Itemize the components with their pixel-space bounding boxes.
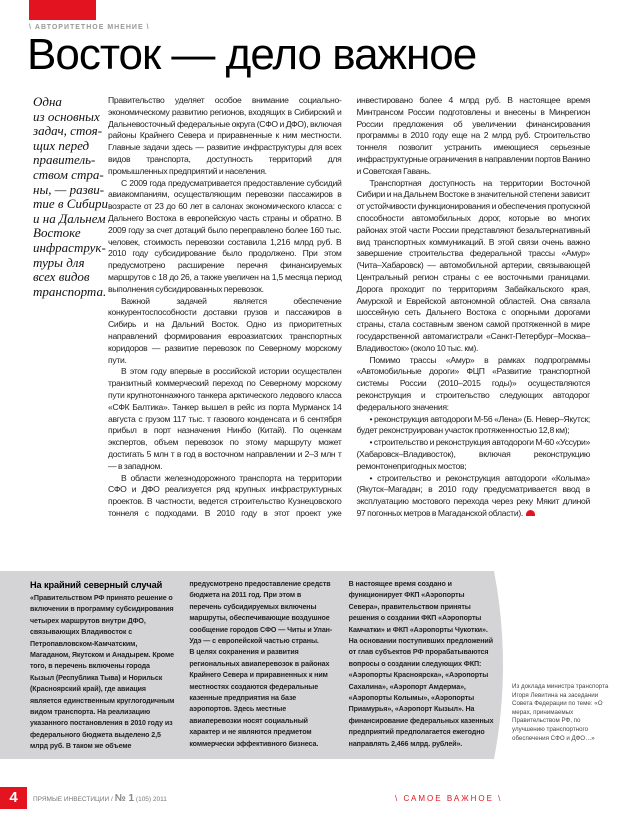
sidebar-box <box>30 579 494 753</box>
bullet-item: • строительство и реконструкция автодороги М-60 «Уссури» (Хабаровск–Владивосток), включая реконструкцию ремонтонепригодных мостов; <box>356 437 590 471</box>
article-paragraph: Транспортная доступность на территории Восточной Сибири и на Дальнем Востоке в значительной степени зависит от устойчивости функционирования и обеспечения пропускной способности автомобильных дорог, которые во многих районах этой части России представляют безальтернативный вид транспортных коммуникаций. В этой связи очень важно завершение строительства федеральной трассы «Амур» (Чита–Хабаровск) — автомобильной артерии, связывающей Центральный регион страны с ее восточными границами. Дорога проходит по территориям Забайкальского края, Амурской и Еврейской автономной областей. Она связала шоссейную сеть Дальнего Востока с опорными дорогами страны, стала составным звеном самой протяженной в мире государственной автомагистрали «Санкт-Петербург–Москва–Владивосток» (около 10 тыс. км). <box>356 177 590 353</box>
section-kicker: \ АВТОРИТЕТНОЕ МНЕНИЕ \ <box>29 24 150 31</box>
page-number: 4 <box>0 787 27 809</box>
article-paragraph: Важной задачей является обеспечение конкурентоспособности доставки грузов и пассажиров в Сибирь и на Дальний Восток. Одно из приоритетных направлений формирования евроазиатских транспортных коридоров — развитие перевозок по Северному морскому пути. <box>108 295 342 365</box>
page-title: Восток — дело важное <box>27 30 477 79</box>
pull-quote-line: туры для <box>33 254 85 270</box>
article-paragraph: С 2009 года предусматривается предоставление субсидий авиакомпаниям, осуществляющим перевозки пассажиров в возрасте от 23 до 60 лет в салонах экономического класса: с Дальнего Востока в европейскую часть страны и обратно. В 2009 году за счет дотаций было переправлено более 160 тыс. человек, стоимость перевозки составила 1,216 млрд руб. В 2010 году субсидирование было продолжено. При этом предусмотрено расширение перечня финансируемых маршрутов с 18 до 26, а также увеличен на 1,5 месяца период выполнения субсидированных перевозок. <box>108 177 342 294</box>
issue-details: (105) 2011 <box>134 796 167 803</box>
bullet-item-text: • строительство и реконструкция автодороги «Колыма» (Якутск–Магадан; в 2010 году предусматривается ввод в эксплуатацию мостового перехода через реку Мякит длиной 97 погонных метров в Магаданской области). <box>356 472 590 518</box>
pull-quote-line: инфраструк- <box>33 239 106 255</box>
pull-quote-line: задач, стоя- <box>33 123 103 139</box>
article-paragraph: Помимо трассы «Амур» в рамках подпрограммы «Автомобильные дороги» ФЦП «Развитие транспортной системы России (2010–2015 годы)» осуществляются реконструкция и строительство следующих автодорог федерального значения: <box>356 354 590 412</box>
pull-quote-line: Востоке <box>33 225 81 241</box>
pull-quote-line: тие в Сибири <box>33 196 109 212</box>
article-body <box>108 95 590 520</box>
end-mark-icon <box>526 510 535 516</box>
footer-section-label: \ САМОЕ ВАЖНОЕ \ <box>395 794 503 803</box>
magazine-issue <box>33 793 167 804</box>
sidebar-box-paragraph: «Правительством РФ принято решение о включении в программу субсидирования четырех маршрутов внутри ДФО, связывающих Владивосток с Петропавловском-Камчатским, Магаданом, Якутском и Анадырем. Кроме того, в перечень включены города Кызыл (Республика Тыва) и Норильск (Красноярский край), где авиация является единственным круглогодичным видом транспорта. На реализацию указанного постановления в 2010 году из федерального бюджета выделено 2,5 млрд руб. В таком же объеме предусмотрено предоставление средств бюджета на 2011 год. При этом в перечень субсидируемых включены маршруты, обеспечивающие воздушное сообщение городов СФО — Читы и Улан-Удэ — с европейской частью страны. <box>30 580 333 751</box>
pull-quote <box>33 94 109 299</box>
pull-quote-line: щих перед <box>33 137 90 153</box>
pull-quote-line: правитель- <box>33 152 96 168</box>
sidebar-box-paragraph: В целях сохранения и развития региональных авиаперевозок в районах Крайнего Севера и приравненных к ним местностях создаются федеральные казенные предприятия на базе аэропортов. Здесь местные авиаперевозки носят социальный характер и не являются предметом коммерчески эффективного бизнеса. <box>189 648 330 748</box>
sidebar-box-paragraph: В настоящее время создано и функционирует ФКП «Аэропорты Севера», правительством приняты решения о создании ФКП «Аэропорты Камчатки» и ФКП «Аэропорты Чукотки». На основании поступивших предложений от глав субъектов РФ прорабатываются вопросы о создании следующих ФКП: «Аэропорты Красноярска», «Аэропорты Сахалина», «Аэропорт Амдерма», «Аэропорты Колымы», «Аэропорты Приамурья», «Аэропорт Кызыл». На финансирование федеральных казенных предприятий предполагается ежегодно направлять 2,466 млрд. рублей». <box>348 580 494 748</box>
pull-quote-line: транспорта. <box>33 283 107 299</box>
sidebar-box-heading: На крайний северный случай <box>30 580 163 590</box>
magazine-name: ПРЯМЫЕ ИНВЕСТИЦИИ / <box>33 796 115 803</box>
article-paragraph: Правительство уделяет особое внимание социально-экономическому развитию регионов, входящих в Сибирский и Дальневосточный федеральные округа (СФО и ДФО), включая районы Крайнего Севера и приравненные к ним местности. Главные задачи здесь — развитие инфраструктуры для всех видов транспорта, доступность территорий для промышленных предприятий и населения. <box>108 95 342 176</box>
bullet-item <box>357 473 591 520</box>
pull-quote-line: и на Дальнем <box>33 210 106 226</box>
article-paragraph: В области железнодорожного транспорта на территории СФО и ДФО реализуется ряд крупных инфраструктурных проектов. В частности, ведется строительство Кузнецовского тоннеля с подходами. В 2010 году в этот проект уже инвестировано более 4 млрд руб. В настоящее время Минтрансом России подготовлены и внесены в Минрегион России предложения об увеличении финансирования программы в 2010 году еще на 2 млрд руб. Строительство тоннеля позволит устранить имеющиеся серьезные инфраструктурные ограничения в направлении портов Ванино и Советская Гавань. <box>108 95 590 518</box>
article-paragraph: В этом году впервые в российской истории осуществлен транзитный коммерческий переход по Северному морскому пути крупнотоннажного танкера арктического ледового класса «СФК Балтика». Танкер вышел в рейс из порта Мурманск 14 августа с грузом 117 тыс. т газового конденсата и 6 сентября прибыл в порт назначения Нинбо (Китай). По оценкам экспертов, объем перевозок по этому маршруту может достигать 5 млн т в год в восточном направлении и 2–3 млн т — в западном. <box>108 366 342 471</box>
bullet-item: • реконструкция автодороги М-56 «Лена» (Б. Невер–Якутск; будет реконструирован участок протяженностью 12,8 км); <box>356 413 590 436</box>
issue-number: № 1 <box>114 793 135 804</box>
pull-quote-line: ством стра- <box>33 166 104 182</box>
pull-quote-line: Одна <box>33 94 62 109</box>
quote-source-caption: Из доклада министра транспорта Игоря Левитина на заседании Совета Федерации по теме: «О мерах, принимаемых Правительством РФ, по улучшению транспортного обеспечения СФО и ДФО…» <box>512 683 609 742</box>
pull-quote-line: всех видов <box>33 269 90 285</box>
header-red-bar <box>29 0 96 20</box>
pull-quote-line: ны, — разви- <box>33 181 105 197</box>
pull-quote-line: из основных <box>33 108 100 124</box>
